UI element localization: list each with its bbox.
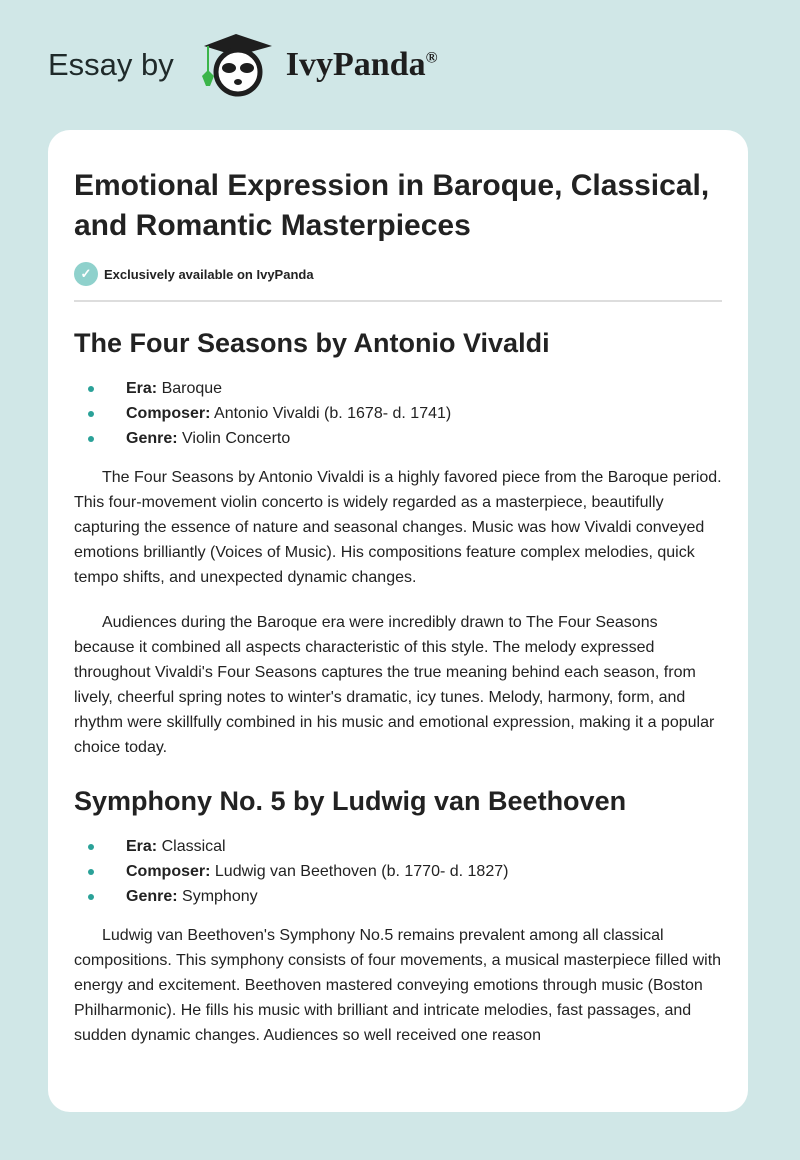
section-beethoven: [74, 784, 722, 1048]
fact-item: [126, 376, 722, 401]
brand-text: IvyPanda: [285, 46, 426, 83]
panda-logo-icon[interactable]: [192, 30, 280, 100]
paragraph: Audiences during the Baroque era were incredibly drawn to The Four Seasons because it combined all aspects characteristic of this style. The melody expressed throughout Vivaldi's Four Seasons captures the true meaning behind each season, from lively, cheerful spring notes to winter's dramatic, icy tunes. Melody, harmony, form, and rhythm were skillfully combined in his music and emotional expression, making it a popular choice today.: [74, 614, 715, 756]
essay-title: Emotional Expression in Baroque, Classical, and Romantic Masterpieces: [74, 169, 710, 242]
fact-value: Baroque: [161, 380, 223, 397]
registered-mark: ®: [425, 49, 438, 67]
brand-name: [286, 46, 438, 84]
fact-item: [126, 426, 722, 451]
exclusive-badge: [74, 262, 722, 286]
fact-label: Composer:: [126, 863, 211, 880]
fact-item: [126, 859, 722, 884]
essay-card: [48, 130, 748, 1112]
section-heading: The Four Seasons by Antonio Vivaldi: [74, 328, 550, 358]
section-heading: Symphony No. 5 by Ludwig van Beethoven: [74, 786, 627, 816]
site-header: [48, 30, 438, 100]
fact-label: Composer:: [126, 405, 211, 422]
paragraph: The Four Seasons by Antonio Vivaldi is a highly favored piece from the Baroque period. This four-movement violin concerto is widely regarded as a masterpiece, beautifully capturing the essence of nature and seasonal changes. Music was how Vivaldi conveyed emotions brilliantly (Voices of Music). His compositions feature complex melodies, quick tempo shifts, and unexpected dynamic changes.: [74, 469, 722, 586]
fact-label: Era:: [126, 380, 158, 397]
fact-item: [126, 401, 722, 426]
facts-list: [74, 834, 722, 909]
fact-value: Symphony: [182, 888, 258, 905]
essay-by-label: Essay by: [48, 47, 174, 82]
fact-label: Genre:: [126, 888, 178, 905]
facts-list: [74, 376, 722, 451]
fact-label: Genre:: [126, 430, 178, 447]
section-vivaldi: [74, 326, 722, 760]
fact-item: [126, 884, 722, 909]
exclusive-badge-text: Exclusively available on IvyPanda: [104, 266, 314, 282]
fact-value: Ludwig van Beethoven (b. 1770- d. 1827): [214, 863, 509, 880]
fact-label: Era:: [126, 838, 158, 855]
fact-value: Antonio Vivaldi (b. 1678- d. 1741): [214, 405, 452, 422]
fact-value: Violin Concerto: [182, 430, 291, 447]
fact-value: Classical: [161, 838, 226, 855]
divider: [74, 300, 722, 302]
fact-item: [126, 834, 722, 859]
paragraph: Ludwig van Beethoven's Symphony No.5 remains prevalent among all classical compositions. This symphony consists of four movements, a musical masterpiece filled with energy and excitement. Beethoven mastered conveying emotions through music (Boston Philharmonic). He fills his music with brilliant and intricate melodies, fast passages, and sudden dynamic changes. Audiences so well received one reason: [74, 927, 722, 1044]
check-icon: ✓: [74, 262, 98, 286]
